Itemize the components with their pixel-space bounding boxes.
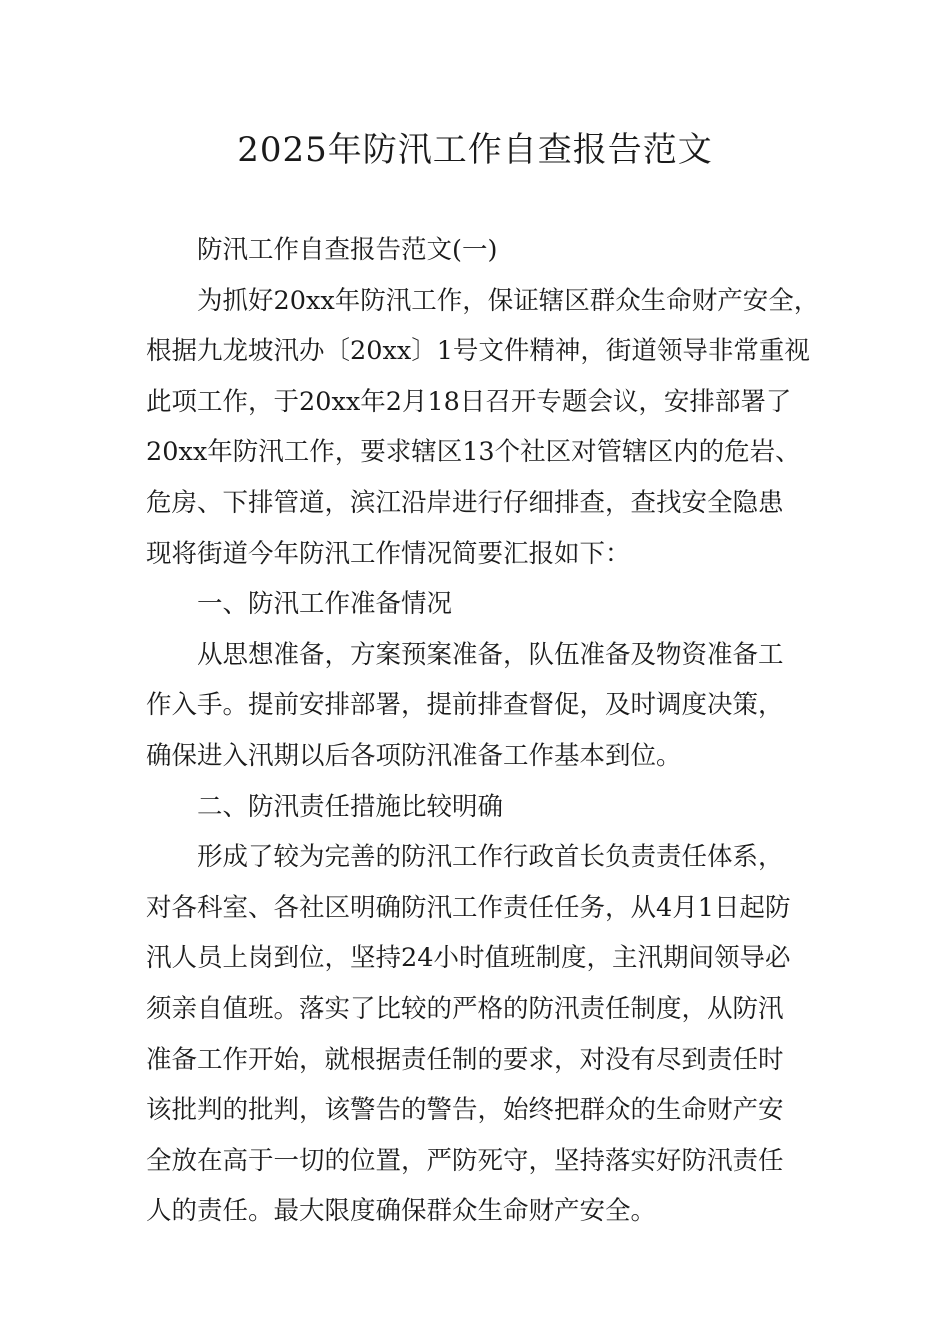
paragraph-line: 汛人员上岗到位，坚持24小时值班制度，主汛期间领导必 <box>146 943 791 974</box>
section-heading: 一、防汛工作准备情况 <box>197 589 453 620</box>
paragraph-line: 此项工作，于20xx年2月18日召开专题会议，安排部署了 <box>146 386 792 417</box>
section-heading: 二、防汛责任措施比较明确 <box>197 791 504 822</box>
paragraph-line: 为抓好20xx年防汛工作，保证辖区群众生命财产安全， <box>197 285 820 316</box>
paragraph-line: 20xx年防汛工作，要求辖区13个社区对管辖区内的危岩、 <box>146 437 801 468</box>
document-title: 2025年防汛工作自查报告范文 <box>237 130 713 170</box>
paragraph-line: 形成了较为完善的防汛工作行政首长负责责任体系， <box>197 842 784 873</box>
paragraph-line: 对各科室、各社区明确防汛工作责任任务，从4月1日起防 <box>146 892 791 923</box>
paragraph-line: 危房、下排管道，滨江沿岸进行仔细排查，查找安全隐患 <box>146 487 784 518</box>
document-body <box>146 225 820 1237</box>
paragraph-line: 人的责任。最大限度确保群众生命财产安全。 <box>146 1196 657 1227</box>
paragraph-line: 根据九龙坡汛办〔20xx〕1号文件精神，街道领导非常重视 <box>146 336 810 367</box>
paragraph-line: 确保进入汛期以后各项防汛准备工作基本到位。 <box>146 740 682 771</box>
paragraph-line: 全放在高于一切的位置，严防死守，坚持落实好防汛责任 <box>146 1145 784 1176</box>
paragraph-line: 从思想准备，方案预案准备，队伍准备及物资准备工 <box>197 639 784 670</box>
paragraph-line: 准备工作开始，就根据责任制的要求，对没有尽到责任时 <box>146 1044 784 1075</box>
section-heading: 防汛工作自查报告范文(一) <box>197 235 498 265</box>
paragraph-line: 作入手。提前安排部署，提前排查督促，及时调度决策， <box>146 690 784 721</box>
paragraph-line: 须亲自值班。落实了比较的严格的防汛责任制度，从防汛 <box>146 993 784 1024</box>
paragraph-line: 现将街道今年防汛工作情况简要汇报如下： <box>146 538 631 569</box>
paragraph-line: 该批判的批判，该警告的警告，始终把群众的生命财产安 <box>146 1095 784 1126</box>
